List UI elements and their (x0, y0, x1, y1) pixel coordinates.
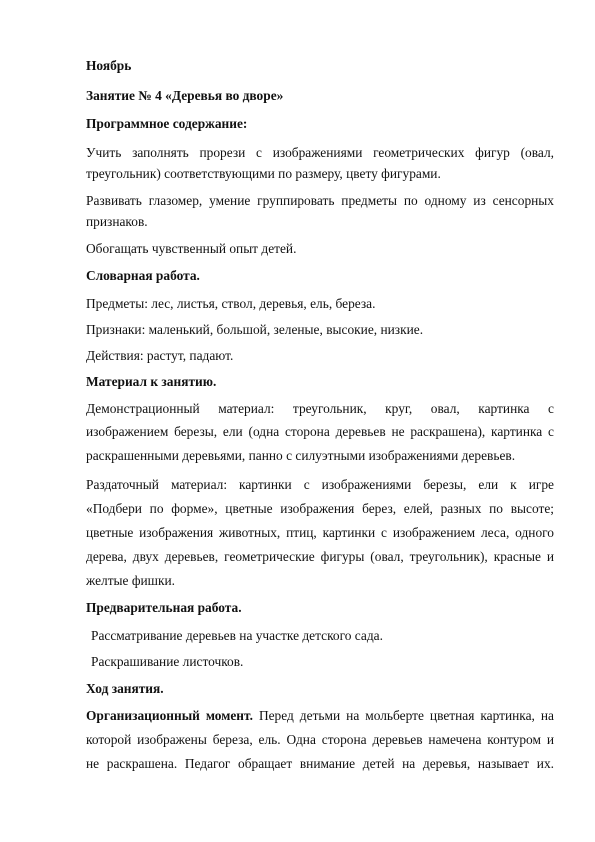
program-line: Учить заполнять прорези с изображениями геометрических фигур (овал, (86, 145, 554, 160)
material-line: изображением березы, ели (одна сторона деревьев не раскрашена), картинка с (86, 424, 554, 439)
month-heading: Ноябрь (86, 58, 132, 73)
prelim-line: Раскрашивание листочков. (91, 654, 244, 669)
prelim-heading: Предварительная работа. (86, 600, 242, 615)
vocab-line: Предметы: лес, листья, ствол, деревья, ель, береза. (86, 296, 376, 311)
program-line: признаков. (86, 214, 148, 229)
material-line: раскрашенными деревьями, панно с силуэтными изображениями деревьев. (86, 448, 516, 463)
course-heading: Ход занятия. (86, 681, 164, 696)
course-line: которой изображены береза, ель. Одна сторона деревьев намечена контуром и (86, 732, 554, 747)
material-line: Демонстрационный материал: треугольник, круг, овал, картинка с (86, 401, 554, 416)
material-line: цветные изображения животных, птиц, картинки с изображением леса, одного (86, 525, 554, 540)
course-line: не раскрашена. Педагог обращает внимание детей на деревья, называет их. (86, 756, 554, 771)
material-line: дерева, двух деревьев, геометрические фигуры (овал, треугольник), красные и (86, 549, 554, 564)
material-line: «Подбери по форме», цветные изображения берез, елей, разных по высоте; (86, 501, 554, 516)
vocab-heading: Словарная работа. (86, 268, 200, 283)
material-line: Раздаточный материал: картинки с изображениями березы, ели к игре (86, 477, 554, 492)
vocab-line: Действия: растут, падают. (86, 348, 234, 363)
course-line (86, 708, 554, 724)
program-heading: Программное содержание: (86, 116, 248, 131)
program-line: Развивать глазомер, умение группировать предметы по одному из сенсорных (86, 193, 554, 208)
material-heading: Материал к занятию. (86, 374, 217, 389)
org-text: Перед детьми на мольберте цветная картинка, на (252, 708, 554, 723)
program-line: треугольник) соответствующими по размеру, цвету фигурами. (86, 166, 441, 181)
material-line: желтые фишки. (86, 573, 176, 588)
program-line: Обогащать чувственный опыт детей. (86, 241, 297, 256)
lesson-title: Занятие № 4 «Деревья во дворе» (86, 88, 284, 103)
vocab-line: Признаки: маленький, большой, зеленые, высокие, низкие. (86, 322, 424, 337)
prelim-line: Рассматривание деревьев на участке детского сада. (91, 628, 383, 643)
org-label: Организационный момент. (86, 708, 253, 723)
